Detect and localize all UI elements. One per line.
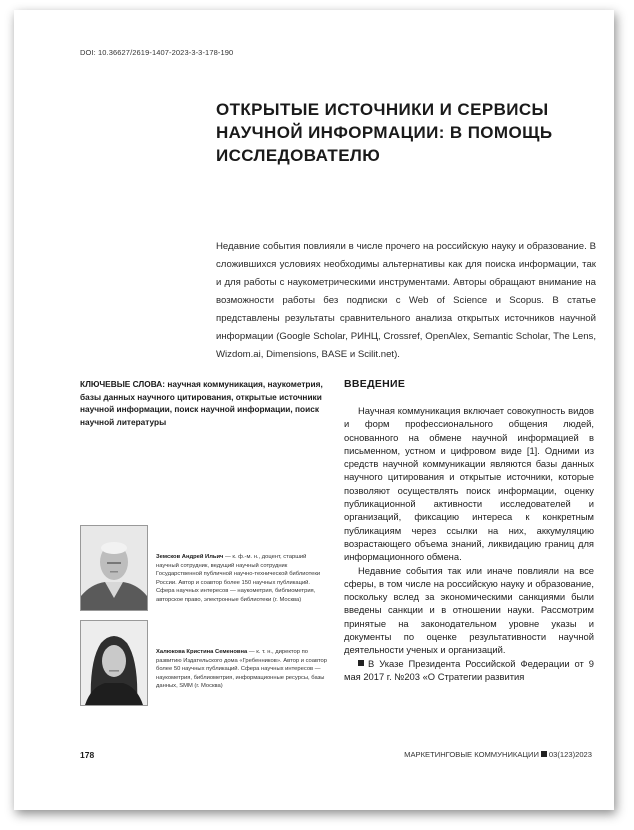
author-photo-2 [80, 620, 148, 706]
paragraph-2: Недавние события так или иначе повлияли на все сферы, в том числе на российскую науку и образование, поскольку вслед за экономическими санкциями были введены санкции и в отношении науки. Рассмотрим принятые на законодательном уровне указы и документы по оценке результативности научной деятельности ученых и организаций. [344, 564, 594, 656]
author-bio-1 [156, 553, 330, 604]
paragraph-3 [344, 657, 594, 684]
author-photo-1 [80, 525, 148, 611]
page-number: 178 [80, 750, 95, 760]
author-bio-text-1: — к. ф.-м. н., доцент, старший научный сотрудник, ведущий научный сотрудник Государственной публичной научно-технической библиотеки России. Автор и соавтор более 150 научных публикаций. Сфера научных интересов — наукометрия, библиометрия, авторское право, электронные библиотеки (г. Москва) [156, 554, 321, 603]
bullet-square-icon [358, 660, 364, 666]
paragraph-1: Научная коммуникация включает совокупность видов и форм профессионального общения людей, основанного на обмене научной информацией в письменном, устном и цифровом виде [1]. Одними из средств научной коммуникации являются базы данных научного цитирования и открытые источники, которые позволяют осуществлять поиск информации, оценку публикационной активности исследователей и организаций, фиксацию интереса к конкретным публикациям через ссылки на них, аккумуляцию возрастающего объема знаний, ликвидацию границ для информационного обмена. [344, 405, 594, 563]
author-card-1 [80, 525, 340, 611]
keywords: КЛЮЧЕВЫЕ СЛОВА: научная коммуникация, наукометрия, базы данных научного цитирования, открытые источники научной информации, поиск научной информации, поиск научной литературы [80, 379, 323, 427]
author-bio-2 [156, 648, 330, 691]
journal-footer [404, 750, 592, 759]
journal-issue: 03(123)2023 [548, 750, 592, 759]
separator-square-icon [541, 751, 547, 757]
doi-label: DOI: 10.36627/2619-1407-2023-3-3-178-190 [80, 48, 234, 57]
abstract: Недавние события повлияли в числе прочего на российскую науку и образование. В сложившихся условиях необходимы альтернативы как для поиска информации, так и для работы с наукометрическими инструментами. Авторы обращают внимание на возможности работы без подписки с Web of Science и Scopus. В статье представлены результаты сравнительного анализа открытых источников научной информации (Google Scholar, РИНЦ, Crossref, OpenAlex, Semantic Scholar, The Lens, Wizdom.ai, Dimensions, BASE и Scilit.net). [216, 241, 596, 360]
author-card-2 [80, 620, 340, 706]
article-title: ОТКРЫТЫЕ ИСТОЧНИКИ И СЕРВИСЫ НАУЧНОЙ ИНФОРМАЦИИ: В ПОМОЩЬ ИССЛЕДОВАТЕЛЮ [216, 100, 553, 165]
author-name-1: Земсков Андрей Ильич [156, 554, 224, 560]
body-text [344, 404, 594, 683]
author-bio-text-2: — к. т. н., директор по развитию Издательского дома «Гребенников». Автор и соавтор более 50 научных публикаций. Сфера научных интересов — наукометрия, библиометрия, информационные ресурсы, базы данных, SMM (г. Москва) [156, 649, 327, 689]
paragraph-3-text: В Указе Президента Российской Федерации от 9 мая 2017 г. №203 «О Стратегии развития [344, 657, 594, 682]
journal-page [14, 10, 614, 810]
journal-name: МАРКЕТИНГОВЫЕ КОММУНИКАЦИИ [404, 750, 539, 759]
section-title: ВВЕДЕНИЕ [344, 378, 406, 390]
author-name-2: Халюкова Кристина Семеновна [156, 649, 248, 655]
